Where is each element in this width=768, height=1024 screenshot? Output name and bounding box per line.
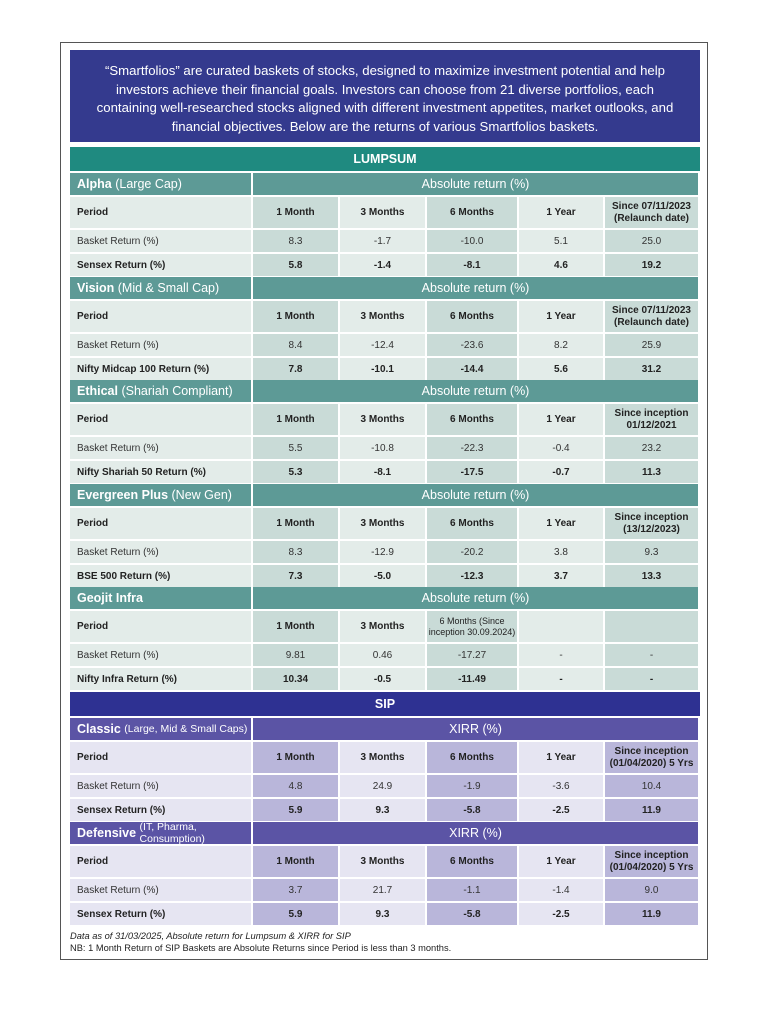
table-cell: -0.7 — [519, 461, 605, 485]
basket-subtitle: (Shariah Compliant) — [121, 384, 233, 398]
footnotes — [70, 930, 700, 954]
table-cell: -23.6 — [427, 334, 519, 358]
index-return-row — [70, 799, 700, 823]
table-cell: 1 Month — [253, 611, 340, 644]
row-label: Period — [70, 404, 253, 437]
table-cell: -12.3 — [427, 565, 519, 589]
table-cell: 5.6 — [519, 358, 605, 382]
table-cell: -11.49 — [427, 668, 519, 692]
row-label: Basket Return (%) — [70, 334, 253, 358]
table-cell: 1 Month — [253, 404, 340, 437]
basket-title: Alpha — [77, 177, 112, 191]
table-cell: -10.8 — [340, 437, 427, 461]
basket-return-row — [70, 541, 700, 565]
basket-subtitle: (New Gen) — [171, 488, 232, 502]
table-cell: 3 Months — [340, 197, 427, 230]
basket-subtitle: (Large, Mid & Small Caps) — [124, 723, 248, 735]
table-cell: 3 Months — [340, 301, 427, 334]
index-return-row — [70, 903, 700, 927]
table-cell: 5.9 — [253, 903, 340, 927]
row-label: Nifty Infra Return (%) — [70, 668, 253, 692]
table-cell: -5.8 — [427, 799, 519, 823]
table-cell: 8.2 — [519, 334, 605, 358]
basket-return-row — [70, 879, 700, 903]
table-cell: 19.2 — [605, 254, 700, 278]
table-cell: 9.3 — [605, 541, 700, 565]
basket-name — [70, 277, 253, 301]
table-cell: 9.0 — [605, 879, 700, 903]
table-cell: - — [519, 644, 605, 668]
table-cell: -0.5 — [340, 668, 427, 692]
table-cell: -0.4 — [519, 437, 605, 461]
table-cell: 1 Year — [519, 846, 605, 879]
period-row — [70, 846, 700, 879]
table-cell: 25.9 — [605, 334, 700, 358]
basket-title: Defensive — [77, 826, 137, 840]
basket-title: Classic — [77, 722, 121, 736]
data-date-note: Data as of 31/03/2025, Absolute return for Lumpsum & XIRR for SIP — [70, 931, 351, 941]
table-cell: 8.4 — [253, 334, 340, 358]
basket-header-row — [70, 484, 700, 508]
table-cell: 9.81 — [253, 644, 340, 668]
table-cell: -10.0 — [427, 230, 519, 254]
table-cell: 8.3 — [253, 230, 340, 254]
row-label: Basket Return (%) — [70, 879, 253, 903]
period-row — [70, 197, 700, 230]
row-label: Period — [70, 846, 253, 879]
sip-note: NB: 1 Month Return of SIP Baskets are Absolute Returns since Period is less than 3 months. — [70, 943, 452, 953]
table-cell: 1 Year — [519, 508, 605, 541]
table-cell: Since inception (01/04/2020) 5 Yrs — [605, 846, 700, 879]
table-cell: -14.4 — [427, 358, 519, 382]
table-cell: -1.4 — [340, 254, 427, 278]
basket-header-row — [70, 718, 700, 742]
period-row — [70, 404, 700, 437]
metric-label: Absolute return (%) — [253, 484, 700, 508]
basket-header-row — [70, 587, 700, 611]
table-cell: 21.7 — [340, 879, 427, 903]
row-label: Basket Return (%) — [70, 541, 253, 565]
table-cell: 3.7 — [253, 879, 340, 903]
table-cell: 6 Months (Since inception 30.09.2024) — [427, 611, 519, 644]
metric-label: XIRR (%) — [253, 718, 700, 742]
basket-header-row — [70, 822, 700, 846]
table-cell: Since inception (01/04/2020) 5 Yrs — [605, 742, 700, 775]
row-label: Period — [70, 197, 253, 230]
lumpsum-header: LUMPSUM — [70, 147, 700, 171]
table-cell: 1 Month — [253, 508, 340, 541]
table-cell: 1 Month — [253, 301, 340, 334]
basket-subtitle: (IT, Pharma, Consumption) — [139, 821, 205, 845]
row-label: Basket Return (%) — [70, 775, 253, 799]
table-cell: -2.5 — [519, 903, 605, 927]
basket-return-row — [70, 644, 700, 668]
table-cell: -1.7 — [340, 230, 427, 254]
table-cell: 3 Months — [340, 846, 427, 879]
index-return-row — [70, 254, 700, 278]
basket-header-row — [70, 277, 700, 301]
table-cell: 10.4 — [605, 775, 700, 799]
table-cell: - — [605, 644, 700, 668]
basket-return-row — [70, 775, 700, 799]
table-cell: 7.3 — [253, 565, 340, 589]
row-label: Period — [70, 508, 253, 541]
table-cell: -5.8 — [427, 903, 519, 927]
table-cell: -10.1 — [340, 358, 427, 382]
table-cell: 6 Months — [427, 404, 519, 437]
index-return-row — [70, 461, 700, 485]
table-cell: 5.8 — [253, 254, 340, 278]
metric-label: Absolute return (%) — [253, 277, 700, 301]
row-label: Period — [70, 742, 253, 775]
table-cell: - — [519, 668, 605, 692]
table-cell: 9.3 — [340, 799, 427, 823]
table-cell: 11.9 — [605, 903, 700, 927]
basket-name — [70, 173, 253, 197]
basket-return-row — [70, 334, 700, 358]
table-cell: 3 Months — [340, 508, 427, 541]
table-cell: 3 Months — [340, 404, 427, 437]
table-cell: 8.3 — [253, 541, 340, 565]
table-cell: 25.0 — [605, 230, 700, 254]
table-cell: 3.8 — [519, 541, 605, 565]
table-cell: 5.5 — [253, 437, 340, 461]
table-cell — [605, 611, 700, 644]
table-cell: 1 Month — [253, 846, 340, 879]
table-cell: 5.1 — [519, 230, 605, 254]
table-cell: 11.3 — [605, 461, 700, 485]
period-row — [70, 611, 700, 644]
index-return-row — [70, 668, 700, 692]
table-cell: 3.7 — [519, 565, 605, 589]
index-return-row — [70, 565, 700, 589]
table-cell: -8.1 — [340, 461, 427, 485]
table-cell: - — [605, 668, 700, 692]
basket-title: Geojit Infra — [77, 591, 143, 605]
table-cell: -17.5 — [427, 461, 519, 485]
table-cell: Since inception (13/12/2023) — [605, 508, 700, 541]
table-cell: 0.46 — [340, 644, 427, 668]
table-cell: -20.2 — [427, 541, 519, 565]
table-cell: 13.3 — [605, 565, 700, 589]
basket-name — [70, 380, 253, 404]
table-cell: 7.8 — [253, 358, 340, 382]
basket-name — [70, 484, 253, 508]
table-cell: Since inception 01/12/2021 — [605, 404, 700, 437]
table-cell: 11.9 — [605, 799, 700, 823]
table-cell: 6 Months — [427, 197, 519, 230]
row-label: Basket Return (%) — [70, 644, 253, 668]
table-cell: -17.27 — [427, 644, 519, 668]
table-cell: 1 Month — [253, 742, 340, 775]
table-cell: 1 Year — [519, 301, 605, 334]
basket-title: Vision — [77, 281, 115, 295]
table-cell: -12.4 — [340, 334, 427, 358]
table-cell: 10.34 — [253, 668, 340, 692]
table-cell: -3.6 — [519, 775, 605, 799]
table-cell: 24.9 — [340, 775, 427, 799]
basket-title: Ethical — [77, 384, 118, 398]
row-label: Period — [70, 611, 253, 644]
row-label: Sensex Return (%) — [70, 254, 253, 278]
metric-label: XIRR (%) — [253, 822, 700, 846]
basket-subtitle: (Mid & Small Cap) — [117, 281, 220, 295]
table-cell: -1.1 — [427, 879, 519, 903]
basket-subtitle: (Large Cap) — [115, 177, 182, 191]
row-label: Basket Return (%) — [70, 230, 253, 254]
table-cell: 6 Months — [427, 508, 519, 541]
metric-label: Absolute return (%) — [253, 380, 700, 404]
table-cell: Since 07/11/2023 (Relaunch date) — [605, 301, 700, 334]
metric-label: Absolute return (%) — [253, 173, 700, 197]
basket-return-row — [70, 230, 700, 254]
table-cell: 5.3 — [253, 461, 340, 485]
table-cell: 6 Months — [427, 742, 519, 775]
table-cell: 1 Year — [519, 197, 605, 230]
table-cell: -1.4 — [519, 879, 605, 903]
basket-header-row — [70, 173, 700, 197]
period-row — [70, 742, 700, 775]
period-row — [70, 301, 700, 334]
table-cell: -2.5 — [519, 799, 605, 823]
row-label: Sensex Return (%) — [70, 903, 253, 927]
table-cell: 1 Month — [253, 197, 340, 230]
table-cell: 23.2 — [605, 437, 700, 461]
basket-return-row — [70, 437, 700, 461]
intro-text: “Smartfolios” are curated baskets of stocks, designed to maximize investment potential and help investors achieve their financial goals. Investors can choose from 21 diverse portfolios, each containing well-researched stocks aligned with different investment appetites, market outlooks, and financial objectives. Below are the returns of various Smartfolios baskets. — [70, 50, 700, 142]
row-label: Period — [70, 301, 253, 334]
table-cell: -5.0 — [340, 565, 427, 589]
table-cell: 6 Months — [427, 301, 519, 334]
table-cell: 1 Year — [519, 404, 605, 437]
table-cell: Since 07/11/2023 (Relaunch date) — [605, 197, 700, 230]
table-cell: 3 Months — [340, 742, 427, 775]
row-label: BSE 500 Return (%) — [70, 565, 253, 589]
basket-header-row — [70, 380, 700, 404]
table-cell: -8.1 — [427, 254, 519, 278]
index-return-row — [70, 358, 700, 382]
table-cell: 4.6 — [519, 254, 605, 278]
row-label: Basket Return (%) — [70, 437, 253, 461]
period-row — [70, 508, 700, 541]
table-cell: 1 Year — [519, 742, 605, 775]
metric-label: Absolute return (%) — [253, 587, 700, 611]
basket-name — [70, 718, 253, 742]
basket-name — [70, 822, 253, 846]
table-cell: -12.9 — [340, 541, 427, 565]
row-label: Nifty Shariah 50 Return (%) — [70, 461, 253, 485]
basket-name — [70, 587, 253, 611]
table-cell: 9.3 — [340, 903, 427, 927]
table-cell: 5.9 — [253, 799, 340, 823]
sip-header: SIP — [70, 692, 700, 716]
table-cell: 4.8 — [253, 775, 340, 799]
table-cell: -22.3 — [427, 437, 519, 461]
basket-title: Evergreen Plus — [77, 488, 169, 502]
table-cell: 3 Months — [340, 611, 427, 644]
row-label: Sensex Return (%) — [70, 799, 253, 823]
row-label: Nifty Midcap 100 Return (%) — [70, 358, 253, 382]
table-cell — [519, 611, 605, 644]
table-cell: -1.9 — [427, 775, 519, 799]
table-cell: 31.2 — [605, 358, 700, 382]
table-cell: 6 Months — [427, 846, 519, 879]
